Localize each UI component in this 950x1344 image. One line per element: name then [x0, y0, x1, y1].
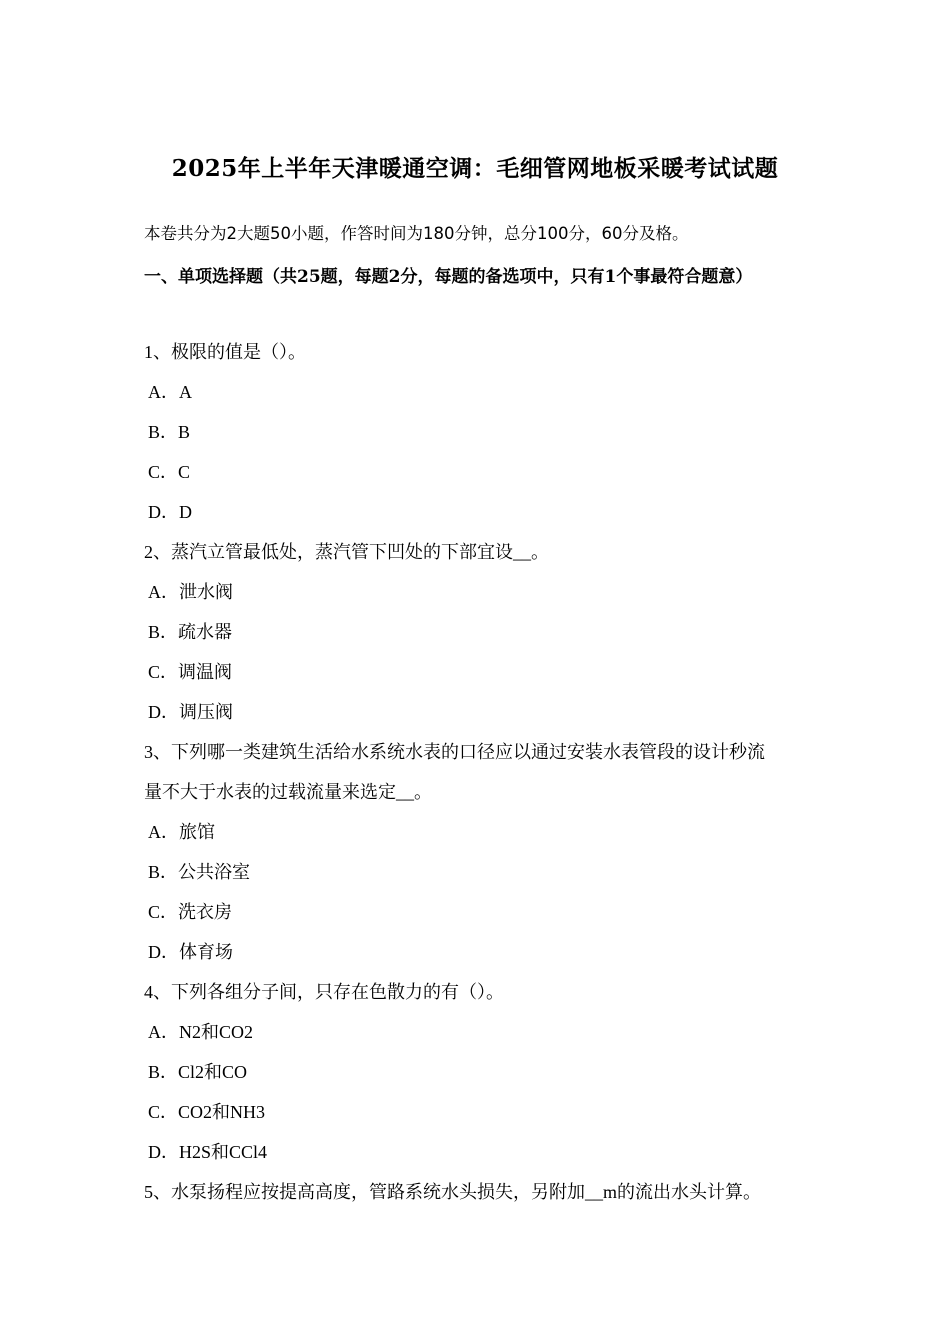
question-2-option-a: A．泄水阀: [148, 582, 233, 602]
question-3-option-c: C．洗衣房: [148, 902, 233, 922]
question-list: [144, 332, 814, 1212]
question-1-option-b: B．B: [148, 422, 191, 442]
question-3-stem-line-2: 量不大于水表的过载流量来选定__。: [144, 782, 432, 802]
question-4-option-d: D．H2S和CCl4: [148, 1142, 268, 1162]
question-4-option-b: B．Cl2和CO: [148, 1062, 248, 1082]
document-title: 2025年上半年天津暖通空调：毛细管网地板采暖考试试题: [171, 155, 779, 182]
question-3-option-a: A．旅馆: [148, 822, 215, 842]
question-1-option-c: C．C: [148, 462, 191, 482]
exam-intro: 本卷共分为2大题50小题，作答时间为180分钟，总分100分，60分及格。: [144, 224, 689, 243]
question-3-stem-line-1: 3、下列哪一类建筑生活给水系统水表的口径应以通过安装水表管段的设计秒流: [144, 742, 765, 762]
question-4-option-a: A．N2和CO2: [148, 1022, 254, 1042]
question-2-option-d: D．调压阀: [148, 702, 233, 722]
question-2-stem: 2、蒸汽立管最低处，蒸汽管下凹处的下部宜设__。: [144, 542, 549, 562]
question-4-stem: 4、下列各组分子间，只存在色散力的有（）。: [144, 982, 504, 1002]
question-3-option-b: B．公共浴室: [148, 862, 251, 882]
question-4-option-c: C．CO2和NH3: [148, 1102, 266, 1122]
question-2-option-c: C．调温阀: [148, 662, 233, 682]
question-5-stem: 5、水泵扬程应按提高高度，管路系统水头损失，另附加__m的流出水头计算。: [144, 1182, 761, 1202]
section-heading: 一、单项选择题（共25题，每题2分，每题的备选项中，只有1个事最符合题意）: [144, 267, 753, 287]
question-1-option-a: A．A: [148, 382, 192, 402]
question-1-option-d: D．D: [148, 502, 192, 522]
question-1-stem: 1、极限的值是（）。: [144, 342, 306, 362]
question-3-option-d: D．体育场: [148, 942, 233, 962]
question-2-option-b: B．疏水器: [148, 622, 233, 642]
